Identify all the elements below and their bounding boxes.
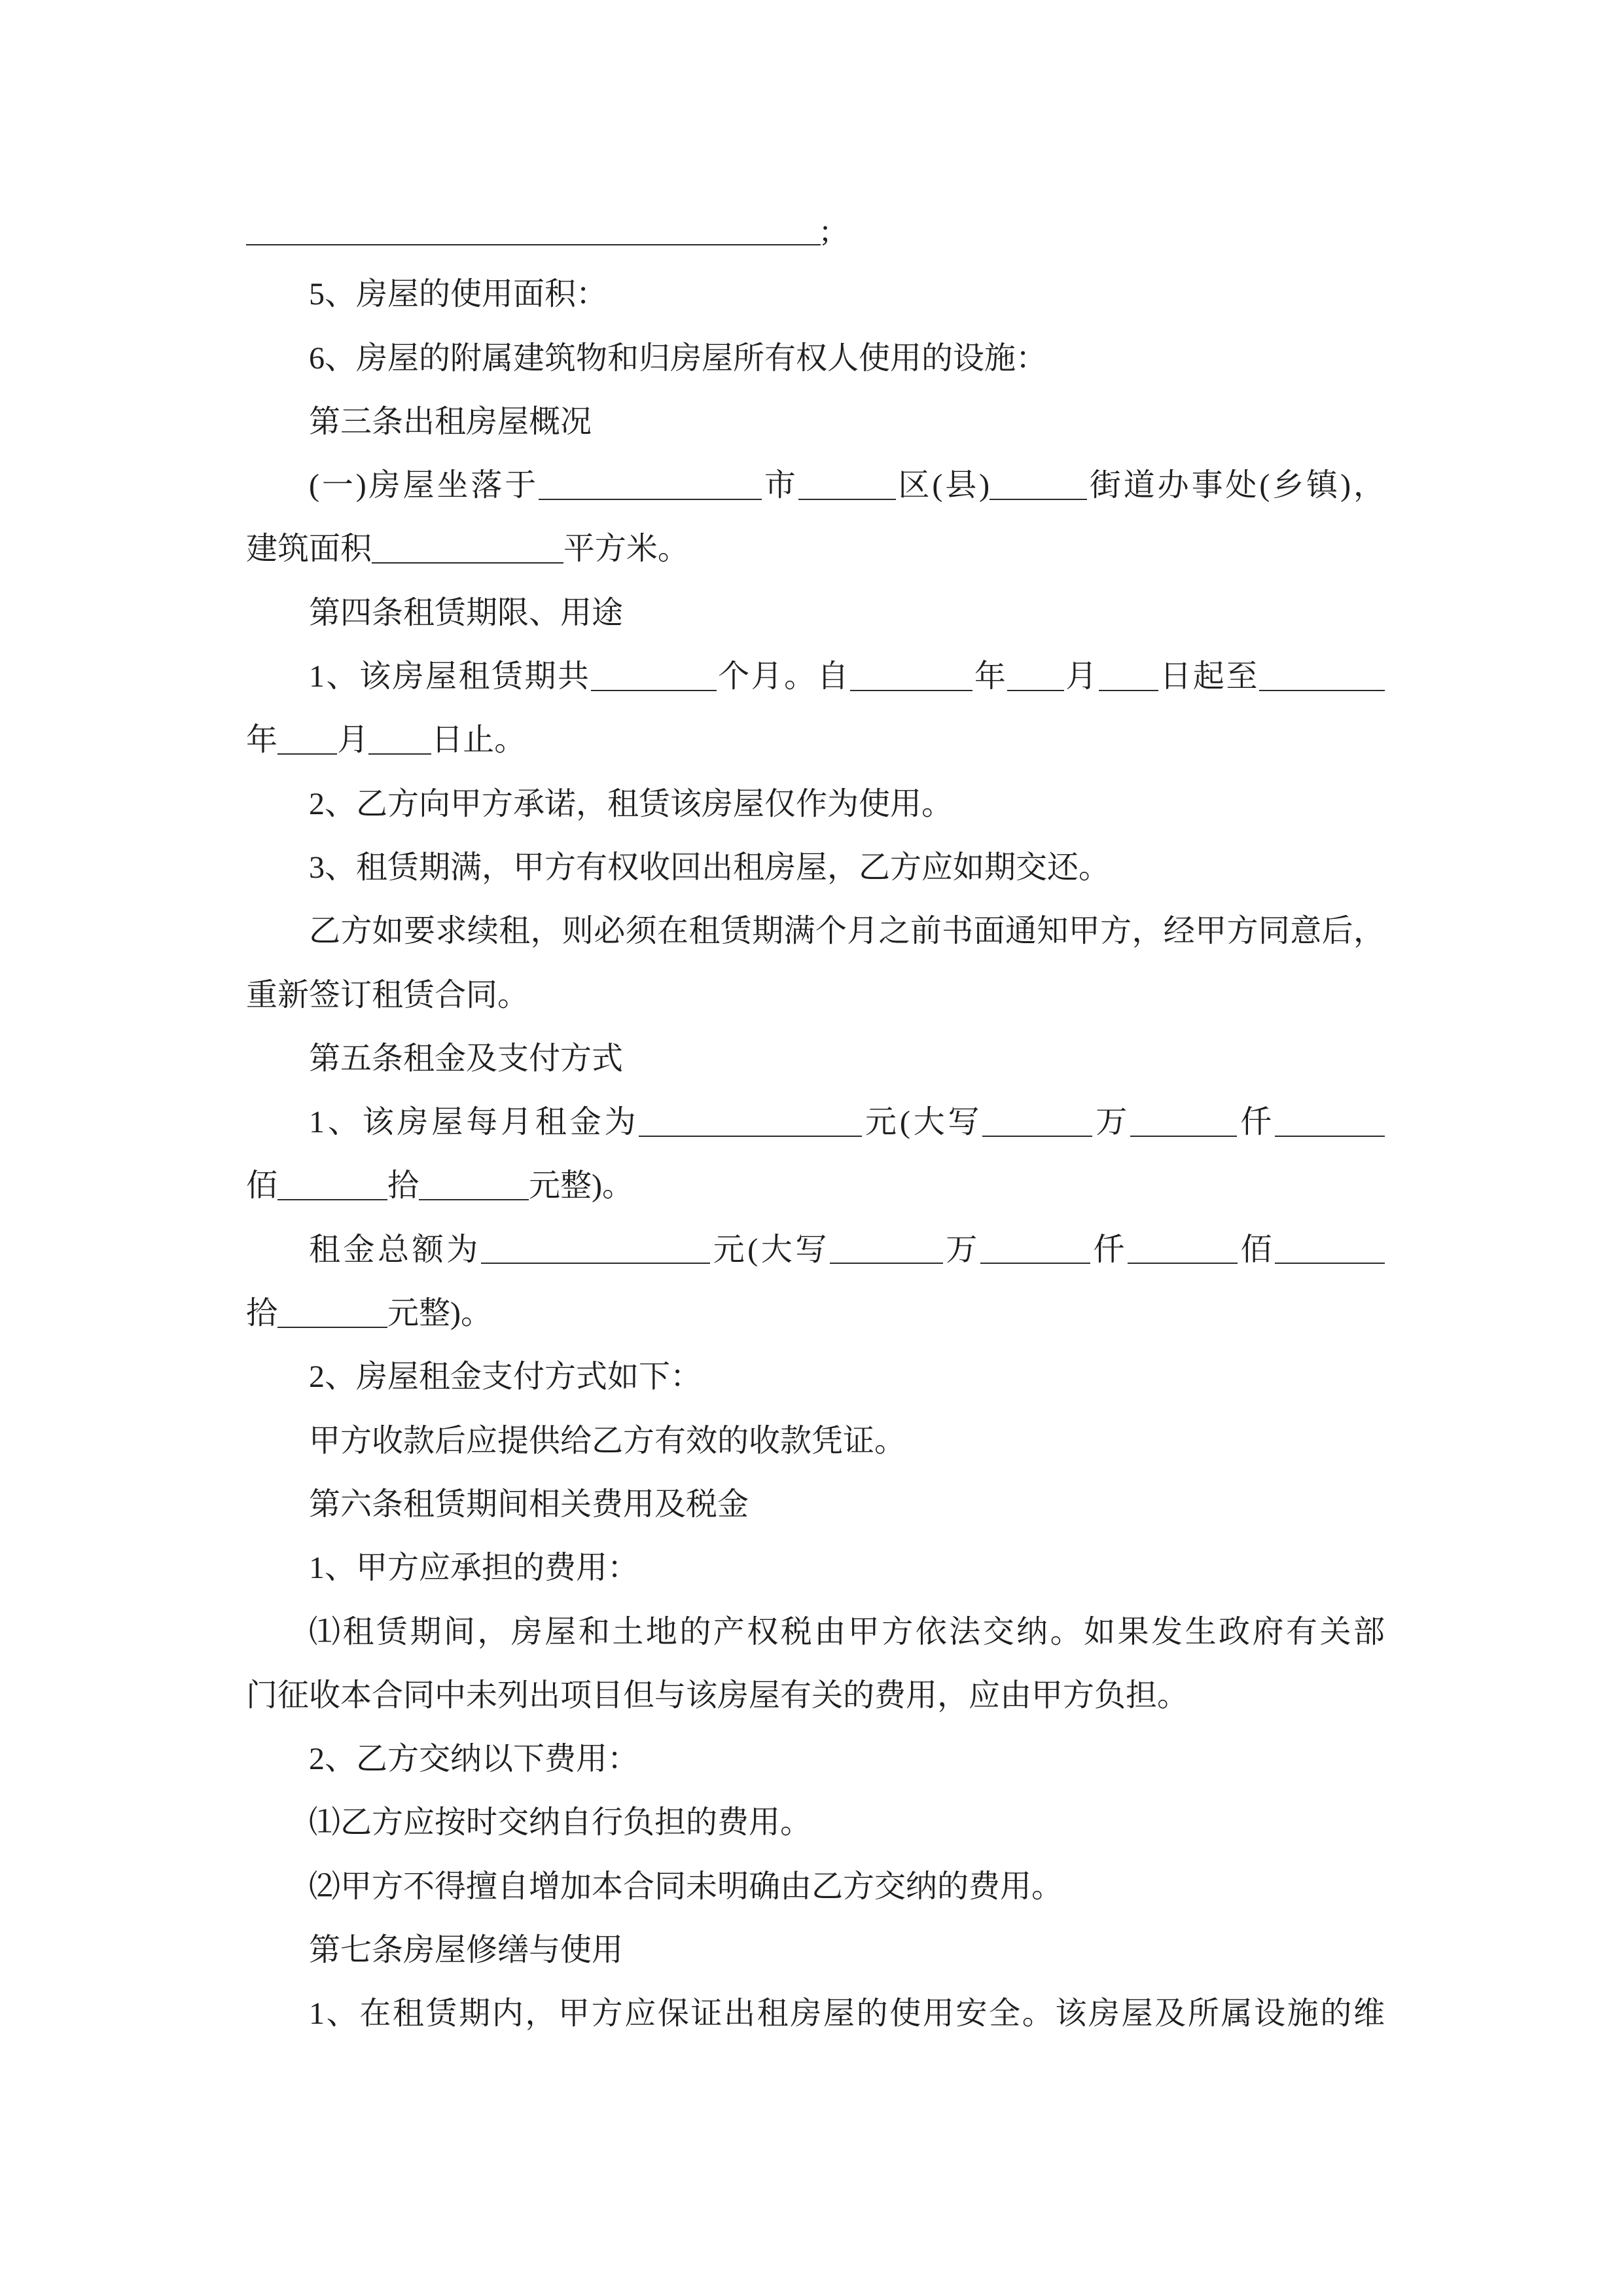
line-text: 个月。自 <box>716 659 851 694</box>
clause-total-rent-end-line <box>246 1282 1385 1345</box>
section-heading: 第七条房屋修缮与使用 <box>309 1933 624 1968</box>
line-text: 甲方收款后应提供给乙方有效的收款凭证。 <box>309 1423 906 1458</box>
article-7-heading <box>246 1918 1385 1982</box>
line-text: 1、甲方应承担的费用： <box>309 1551 639 1586</box>
fill-in-blank <box>1259 666 1385 691</box>
line-text: 2、乙方向甲方承诺，租赁该房屋仅作为使用。 <box>309 786 954 821</box>
article-3-heading <box>246 390 1385 454</box>
line-text: 门征收本合同中未列出项目但与该房屋有关的费用，应由甲方负担。 <box>246 1677 1189 1713</box>
line-text: 元(大写 <box>710 1232 830 1267</box>
line-text: 6、房屋的附属建筑物和归房屋所有权人使用的设施： <box>309 340 1048 376</box>
line-text: ⑵甲方不得擅自增加本合同未明确由乙方交纳的费用。 <box>309 1869 1063 1904</box>
line-text: 日起至 <box>1158 659 1259 694</box>
line-text: 1、该房屋租赁期共 <box>309 659 591 694</box>
line-text: 1、该房屋每月租金为 <box>309 1105 639 1140</box>
fill-in-blank <box>1099 666 1158 691</box>
fill-in-blank <box>1275 1239 1385 1264</box>
fill-in-blank <box>798 475 896 500</box>
fill-in-blank <box>481 1239 710 1264</box>
article-6-heading <box>246 1473 1385 1536</box>
fill-in-blank <box>1128 1239 1238 1264</box>
fill-in-blank <box>1130 1112 1237 1137</box>
line-text: (一)房屋坐落于 <box>309 468 539 503</box>
line-text: 月 <box>1063 659 1099 694</box>
line-text: 2、乙方交纳以下费用： <box>309 1742 639 1777</box>
clause-usable-area <box>246 262 1385 326</box>
line-text: 年 <box>972 659 1008 694</box>
section-heading: 第六条租赁期间相关费用及税金 <box>309 1486 749 1522</box>
clause-payment-method <box>246 1345 1385 1408</box>
clause-total-rent-line <box>246 1218 1385 1282</box>
clause-property-tax-end-line <box>246 1664 1385 1727</box>
line-text: 佰 <box>1237 1232 1275 1267</box>
fill-in-blank <box>277 1175 387 1200</box>
line-text: 5、房屋的使用面积： <box>309 277 608 312</box>
line-text: 元(大写 <box>862 1105 983 1140</box>
fill-in-blank <box>419 1175 529 1200</box>
line-text: 建筑面积 <box>246 531 372 567</box>
article-5-heading <box>246 1027 1385 1090</box>
article-4-heading <box>246 581 1385 645</box>
line-text: ⑴租赁期间，房屋和土地的产权税由甲方依法交纳。如果发生政府有关部 <box>309 1614 1385 1649</box>
contract-body <box>246 199 1385 2046</box>
line-text: 元整)。 <box>529 1168 634 1204</box>
line-text: 日止。 <box>431 723 526 758</box>
fill-in-blank <box>850 666 972 691</box>
fill-in-blank <box>277 1303 387 1328</box>
line-text: 万 <box>1092 1105 1131 1140</box>
clause-lease-expiry <box>246 836 1385 899</box>
fill-in-blank <box>1007 666 1063 691</box>
clause-lease-term-end-line <box>246 708 1385 772</box>
clause-monthly-rent-end-line <box>246 1154 1385 1217</box>
line-text: 元整)。 <box>387 1296 493 1331</box>
clause-usage-promise <box>246 772 1385 836</box>
clause-party-b-fee-item-2 <box>246 1855 1385 1918</box>
line-text: 月 <box>337 723 369 758</box>
clause-attached-facilities <box>246 327 1385 390</box>
line-text: 仟 <box>1237 1105 1275 1140</box>
fill-in-blank <box>591 666 717 691</box>
clause-monthly-rent-line <box>246 1090 1385 1154</box>
line-text: 平方米。 <box>563 531 689 567</box>
fill-in-blank <box>372 539 563 564</box>
line-text: ; <box>821 213 830 248</box>
clause-party-a-fees <box>246 1536 1385 1600</box>
fill-in-blank <box>246 221 821 245</box>
fill-in-blank <box>990 475 1087 500</box>
line-text: 市 <box>761 468 798 503</box>
section-heading: 第五条租金及支付方式 <box>309 1041 624 1076</box>
clause-property-tax-line <box>246 1600 1385 1664</box>
fill-in-blank <box>539 475 762 500</box>
section-heading: 第四条租赁期限、用途 <box>309 595 624 630</box>
line-text: 1、在租赁期内，甲方应保证出租房屋的使用安全。该房屋及所属设施的维 <box>309 1996 1385 2032</box>
clause-lease-term-line <box>246 645 1385 708</box>
line-text: 区(县) <box>895 468 990 503</box>
fill-in-blank <box>830 1239 943 1264</box>
clause-floor-area-line <box>246 517 1385 581</box>
line-text: 拾 <box>387 1168 419 1204</box>
clause-renewal-end-line <box>246 963 1385 1027</box>
clause-receipt <box>246 1409 1385 1473</box>
line-text: 重新签订租赁合同。 <box>246 977 529 1013</box>
line-text: 佰 <box>246 1168 278 1204</box>
line-text: 拾 <box>246 1296 278 1331</box>
clause-party-b-fees <box>246 1727 1385 1791</box>
fill-in-blank <box>368 730 431 755</box>
line-text: 2、房屋租金支付方式如下： <box>309 1359 702 1395</box>
fill-in-blank <box>639 1112 862 1137</box>
clause-maintenance-line <box>246 1982 1385 2045</box>
line-text: 3、租赁期满，甲方有权收回出租房屋，乙方应如期交还。 <box>309 850 1111 885</box>
line-text: 年 <box>246 723 278 758</box>
fill-in-blank <box>277 730 337 755</box>
line-text: 街道办事处(乡镇)， <box>1086 468 1385 503</box>
line-text: ⑴乙方应按时交纳自行负担的费用。 <box>309 1805 812 1840</box>
line-text: 仟 <box>1090 1232 1128 1267</box>
clause-location-line <box>246 454 1385 517</box>
clause-renewal-line <box>246 899 1385 963</box>
fill-in-blank <box>980 1239 1090 1264</box>
section-heading: 第三条出租房屋概况 <box>309 404 592 439</box>
fill-in-blank <box>982 1112 1092 1137</box>
clause-party-b-fee-item-1 <box>246 1791 1385 1854</box>
line-text: 租金总额为 <box>309 1232 481 1267</box>
line-text: 乙方如要求续租，则必须在租赁期满个月之前书面通知甲方，经甲方同意后， <box>309 914 1385 949</box>
fill-in-blank <box>1275 1112 1385 1137</box>
address-continuation-line <box>246 199 1385 262</box>
line-text: 万 <box>942 1232 980 1267</box>
